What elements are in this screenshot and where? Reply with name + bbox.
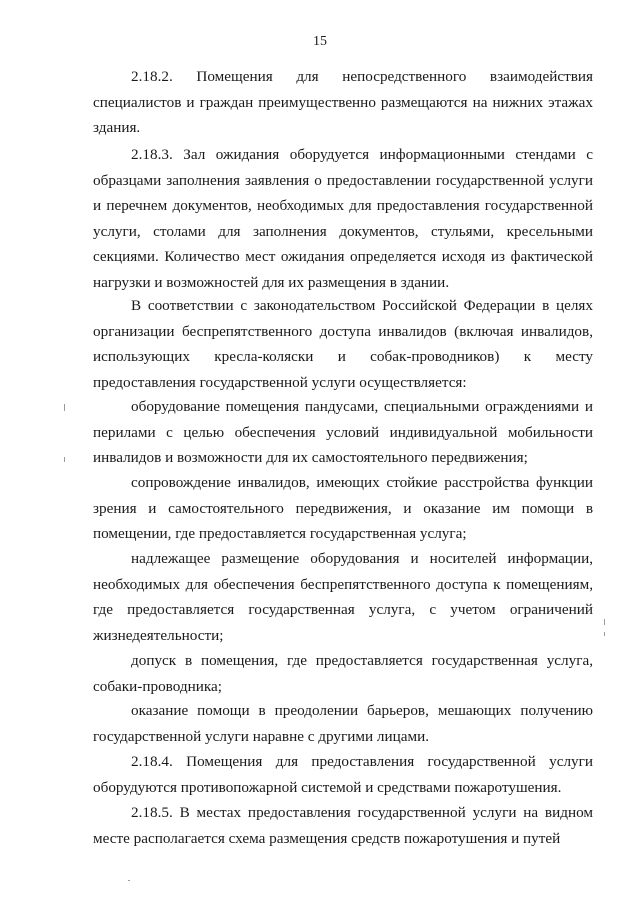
paragraph-2-18-5: 2.18.5. В местах предоставления государственной услуги на видном месте располагается схема размещения средств пожаротушения и путей <box>93 804 593 847</box>
scan-speck <box>128 880 130 881</box>
page-number: 15 <box>313 34 327 49</box>
scan-speck <box>64 404 65 411</box>
paragraph-escort: сопровождение инвалидов, имеющих стойкие расстройства функции зрения и самостоятельного передвижения, и оказание им помощи в помещении, где предоставляется государственная услуга; <box>93 474 593 542</box>
scan-speck <box>604 619 605 625</box>
scan-speck <box>604 632 605 636</box>
paragraph-2-18-4: 2.18.4. Помещения для предоставления государственной услуги оборудуются противопожарной системой и средствами пожаротушения. <box>93 753 593 796</box>
paragraph-2-18-2: 2.18.2. Помещения для непосредственного взаимодействия специалистов и граждан преимущественно размещаются на нижних этажах здания. <box>93 68 593 136</box>
paragraph-barriers: оказание помощи в преодолении барьеров, мешающих получению государственной услуги наравне с другими лицами. <box>93 702 593 745</box>
paragraph-guide-dog: допуск в помещения, где предоставляется государственная услуга, собаки-проводника; <box>93 652 593 695</box>
paragraph-accessibility-intro: В соответствии с законодательством Российской Федерации в целях организации беспрепятственного доступа инвалидов (включая инвалидов, использующих кресла-коляски и собак-проводников) к месту предоставления государственной услуги осуществляется: <box>93 297 593 391</box>
scan-speck <box>64 457 65 462</box>
paragraph-equipment: надлежащее размещение оборудования и носителей информации, необходимых для обеспечения беспрепятственного доступа к помещениям, где предоставляется государственная услуга, с учетом ограничений жизнедеятельности; <box>93 550 593 644</box>
paragraph-2-18-3: 2.18.3. Зал ожидания оборудуется информационными стендами с образцами заполнения заявления о предоставлении государственной услуги и перечнем документов, необходимых для предоставления государственной услуги, столами для заполнения документов, стульями, кресельными секциями. Количество мест ожидания определяется исходя из фактической нагрузки и возможностей для их размещения в здании. <box>93 146 593 291</box>
paragraph-ramps: оборудование помещения пандусами, специальными ограждениями и перилами с целью обеспечения условий индивидуальной мобильности инвалидов и возможности для их самостоятельного передвижения; <box>93 398 593 466</box>
